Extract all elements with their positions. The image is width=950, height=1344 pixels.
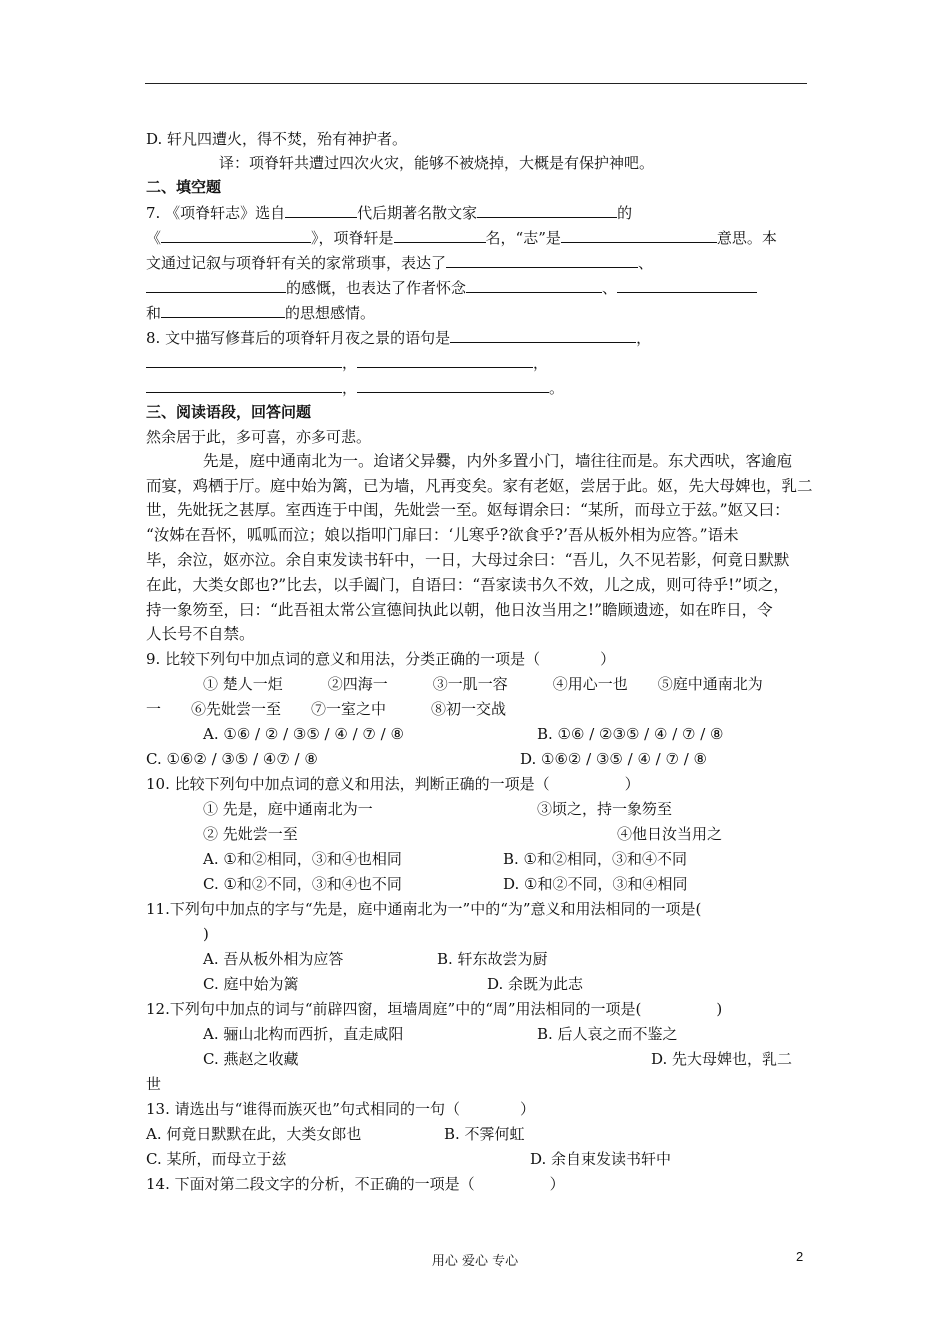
q7-blank-9[interactable] (617, 277, 757, 293)
q11-stem-cont: ) (203, 925, 209, 943)
page-number: 2 (796, 1249, 804, 1264)
q9-option-d[interactable]: D. ①⑥② / ③⑤ / ④ / ⑦ / ⑧ (520, 750, 707, 768)
passage-line: 然余居于此，多可喜，亦多可悲。 (146, 428, 372, 446)
q8-line-3: ， 。 (146, 377, 564, 398)
passage-line: “汝姊在吾怀，呱呱而泣；娘以指叩门扉曰：‘儿寒乎?欲食乎?’吾从板外相为应答。”语未 (146, 526, 739, 544)
q8-blank-4[interactable] (146, 377, 342, 393)
q10-item-3: ③顷之，持一象笏至 (537, 800, 673, 818)
section-2-title: 二、填空题 (146, 178, 222, 196)
q7-blank-7[interactable] (146, 277, 286, 293)
q8-blank-1[interactable] (450, 327, 636, 343)
q12-option-b[interactable]: B. 后人哀之而不鉴之 (537, 1025, 678, 1043)
q13-option-b[interactable]: B. 不霁何虹 (444, 1125, 525, 1143)
q8-blank-2[interactable] (146, 352, 342, 368)
header-rule (145, 83, 807, 84)
q7-line-3: 文通过记叙与项脊轩有关的家常琐事，表达了 、 (146, 254, 654, 272)
q10-option-b[interactable]: B. ①和②相同，③和④不同 (503, 850, 688, 868)
q10-item-2: ② 先妣尝一至 (203, 825, 298, 843)
passage-line: 世，先妣抚之甚厚。室西连于中闺，先妣尝一至。妪每谓余曰：“某所，而母立于兹。”妪又曰： (146, 501, 790, 519)
passage-line: 毕，余泣，妪亦泣。余自束发读书轩中，一日，大母过余曰：“吾儿，久不见若影，何竟日默默 (146, 551, 790, 569)
q7-blank-8[interactable] (466, 277, 602, 293)
q12-option-a[interactable]: A. 骊山北构而西折，直走咸阳 (203, 1025, 404, 1043)
q7-blank-10[interactable] (161, 302, 285, 318)
q10-stem: 10. 比较下列句中加点词的意义和用法，判断正确的一项是（ ） (146, 775, 640, 793)
q8-blank-3[interactable] (357, 352, 533, 368)
q10-item-4: ④他日汝当用之 (617, 825, 723, 843)
q9-items-2: 一 ⑥先妣尝一至 ⑦一室之中 ⑧初一交战 (146, 700, 507, 718)
q8-line-2: ， ， (146, 352, 548, 373)
passage-line: 持一象笏至，曰：“此吾祖太常公宣德间执此以朝，他日汝当用之!”瞻顾遗迹，如在昨日，令 (146, 601, 773, 619)
section-3-title: 三、阅读语段，回答问题 (146, 403, 312, 421)
q10-option-a[interactable]: A. ①和②相同，③和④也相同 (203, 850, 402, 868)
translation-line: 译：项脊轩共遭过四次火灾，能够不被烧掉，大概是有保护神吧。 (219, 154, 655, 172)
q11-option-a[interactable]: A. 吾从板外相为应答 (203, 950, 344, 968)
q9-option-a[interactable]: A. ①⑥ / ② / ③⑤ / ④ / ⑦ / ⑧ (203, 725, 404, 743)
q10-item-1: ① 先是，庭中通南北为一 (203, 800, 373, 818)
page-footer: 用心 爱心 专心 (431, 1254, 519, 1269)
q7-blank-3[interactable] (161, 227, 311, 243)
q13-option-a[interactable]: A. 何竟日默默在此，大类女郎也 (146, 1125, 362, 1143)
q11-option-d[interactable]: D. 余既为此志 (487, 975, 584, 993)
q11-stem: 11.下列句中加点的字与“先是，庭中通南北为一”中的“为”意义和用法相同的一项是( (146, 900, 702, 918)
q9-stem: 9. 比较下列句中加点词的意义和用法，分类正确的一项是（ ） (146, 650, 616, 668)
q7-blank-2[interactable] (477, 202, 617, 218)
q12-stem: 12.下列句中加点的词与“前辟四窗，垣墙周庭”中的“周”用法相同的一项是( ) (146, 1000, 723, 1018)
option-d-line: D. 轩凡四遭火，得不焚，殆有神护者。 (146, 130, 408, 148)
q12-option-d-cont: 世 (146, 1075, 162, 1093)
q8-blank-5[interactable] (357, 377, 549, 393)
q13-option-d[interactable]: D. 余自束发读书轩中 (530, 1150, 672, 1168)
q11-option-c[interactable]: C. 庭中始为篱 (203, 975, 299, 993)
q7-blank-6[interactable] (446, 252, 638, 268)
q13-option-c[interactable]: C. 某所，而母立于兹 (146, 1150, 287, 1168)
q7-line-5: 和 的思想感情。 (146, 304, 376, 322)
q10-option-d[interactable]: D. ①和②不同，③和④相同 (503, 875, 688, 893)
q7-line-2: 《 》，项脊轩是 名，“志”是 意思。本 (146, 229, 777, 247)
q12-option-d[interactable]: D. 先大母婢也，乳二 (651, 1050, 793, 1068)
q7-blank-4[interactable] (394, 227, 486, 243)
q7-blank-1[interactable] (285, 202, 357, 218)
q7-line-1: 7. 《项脊轩志》选自 代后期著名散文家 的 (146, 204, 633, 222)
q10-option-c[interactable]: C. ①和②不同，③和④也不同 (203, 875, 402, 893)
q9-items-1: ① 楚人一炬 ②四海一 ③一肌一容 ④用心一也 ⑤庭中通南北为 (203, 675, 763, 693)
passage-line: 在此，大类女郎也?”比去，以手阖门，自语曰：“吾家读书久不效，儿之成，则可待乎!”顷之， (146, 576, 789, 594)
q7-blank-5[interactable] (561, 227, 717, 243)
q11-option-b[interactable]: B. 轩东故尝为厨 (437, 950, 548, 968)
passage-line: 而宴，鸡栖于厅。庭中始为篱，已为墙，凡再变矣。家有老妪，尝居于此。妪，先大母婢也，乳二 (146, 477, 813, 495)
q8-line-1: 8. 文中描写修葺后的项脊轩月夜之景的语句是 ， (146, 329, 652, 347)
passage-line: 先是，庭中通南北为一。迨诸父异爨，内外多置小门，墙往往而是。东犬西吠，客逾庖 (203, 452, 793, 470)
passage-line: 人长号不自禁。 (146, 625, 255, 643)
q14-stem: 14. 下面对第二段文字的分析，不正确的一项是（ ） (146, 1175, 565, 1193)
q7-line-4: 的感慨，也表达了作者怀念 、 (146, 277, 757, 298)
q9-option-c[interactable]: C. ①⑥② / ③⑤ / ④⑦ / ⑧ (146, 750, 318, 768)
q13-stem: 13. 请选出与“谁得而族灭也”句式相同的一句（ ） (146, 1100, 535, 1118)
q9-option-b[interactable]: B. ①⑥ / ②③⑤ / ④ / ⑦ / ⑧ (537, 725, 724, 743)
q12-option-c[interactable]: C. 燕赵之收藏 (203, 1050, 299, 1068)
